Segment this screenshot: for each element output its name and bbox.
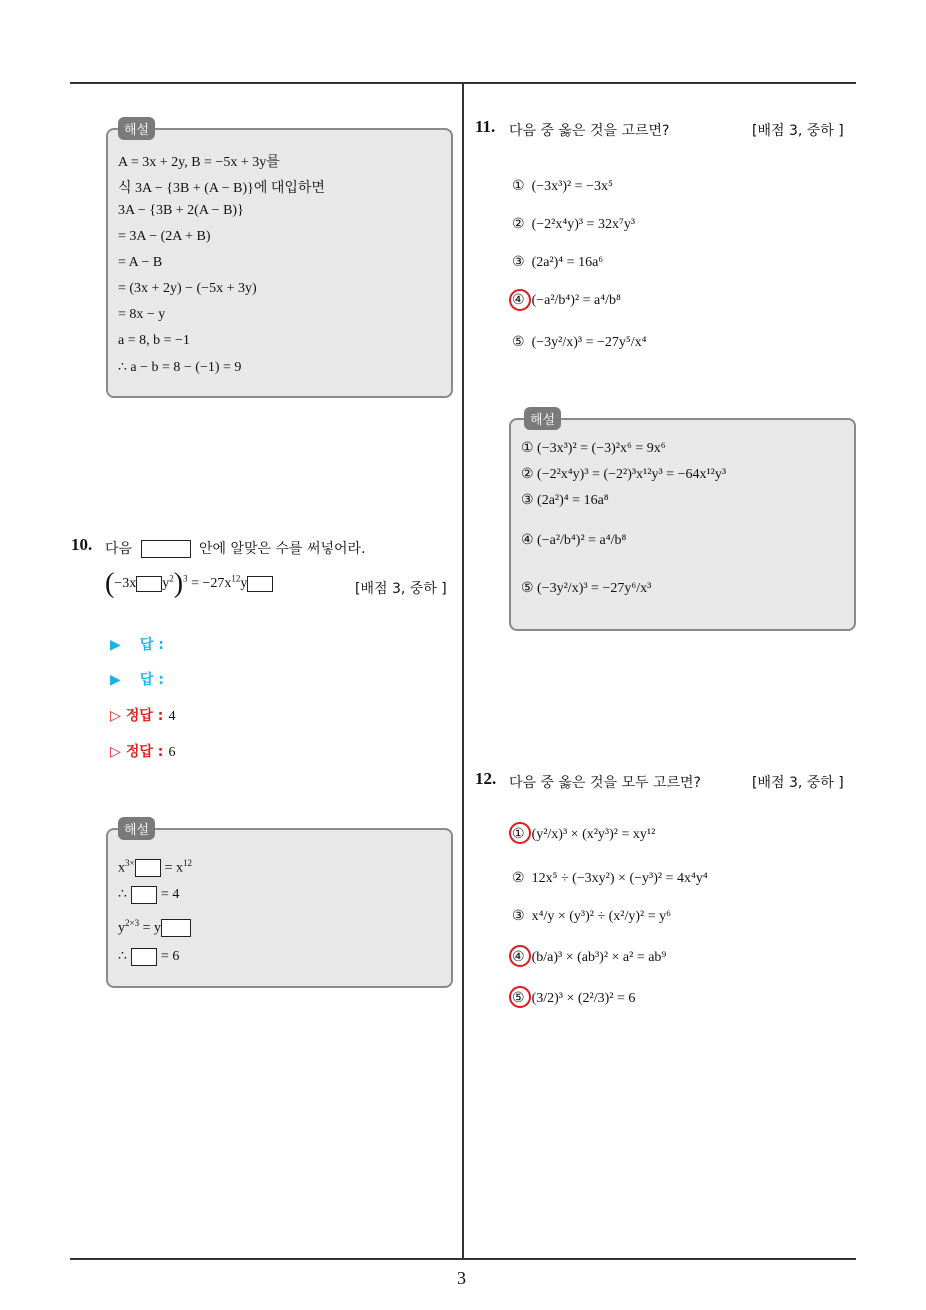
q10-prompt bbox=[105, 538, 366, 558]
q11-solution-line: ① (−3x³)² = (−3)²x⁶ = 9x⁶ bbox=[521, 441, 666, 456]
q10-solution-line-3: $y^{2\times 3} = y$ bbox=[118, 918, 191, 937]
q10-text-post: 안에 알맞은 수를 써넣어라. bbox=[198, 541, 366, 557]
q10-answer-marker: ▶ bbox=[110, 672, 121, 688]
q11-solution-tag: 해설 bbox=[524, 407, 561, 430]
q9-solution-line: ∴ a − b = 8 − (−1) = 9 bbox=[118, 360, 242, 375]
q12-option-expr: x⁴/y × (y³)² ÷ (x²/y)² = y⁶ bbox=[531, 909, 672, 924]
q11-solution-line: ④ (−a²/b⁴)² = a⁴/b⁸ bbox=[521, 533, 627, 548]
q10-solution-line-1: $x^{3\times} = x^{12}$ bbox=[118, 858, 192, 876]
q12-option-5[interactable] bbox=[512, 990, 635, 1007]
q10-expr-blank-2 bbox=[247, 576, 273, 592]
q12-option-2[interactable] bbox=[512, 870, 708, 887]
q10-text-pre: 다음 bbox=[105, 541, 133, 557]
q10-correct-marker: ▷ bbox=[110, 744, 121, 760]
q11-option-expr: (−a²/b⁴)² = a⁴/b⁸ bbox=[531, 293, 621, 308]
q10-correct-label: 정답 : bbox=[125, 708, 164, 724]
q11-option-mark: ③ bbox=[512, 255, 525, 270]
q10-correct-label: 정답 : bbox=[125, 744, 164, 760]
q9-solution-line: a = 8, b = −1 bbox=[118, 333, 190, 348]
q10-answer-marker: ▶ bbox=[110, 637, 121, 653]
q12-prompt: 다음 중 옳은 것을 모두 고르면? bbox=[509, 775, 701, 791]
q12-option-expr: 12x⁵ ÷ (−3xy²) × (−y³)² = 4x⁴y⁴ bbox=[531, 871, 708, 886]
q9-solution-line: 식 3A − {3B + (A − B)}에 대입하면 bbox=[118, 181, 325, 196]
q12-option-4[interactable] bbox=[512, 949, 666, 966]
q10-expr-a: −3x bbox=[114, 576, 137, 592]
q10-answer-row bbox=[110, 669, 164, 689]
q10-correct-value: 4 bbox=[168, 709, 176, 724]
q12-option-expr: (3/2)³ × (2²/3)² = 6 bbox=[531, 991, 636, 1006]
q10-blank bbox=[141, 540, 191, 558]
q11-solution-line: ② (−2²x⁴y)³ = (−2²)³x¹²y³ = −64x¹²y³ bbox=[521, 467, 727, 482]
q11-option-expr: (−3x³)² = −3x⁵ bbox=[531, 179, 613, 194]
q12-score: [배점 3, 중하 ] bbox=[752, 775, 844, 791]
q10-score: [배점 3, 중하 ] bbox=[355, 581, 447, 597]
q11-number: 11. bbox=[475, 117, 496, 136]
q10-correct-value: 6 bbox=[168, 745, 176, 760]
q11-option-2[interactable] bbox=[512, 216, 635, 233]
q12-option-mark: ② bbox=[512, 871, 525, 886]
q9-solution-line: = (3x + 2y) − (−5x + 3y) bbox=[118, 281, 257, 296]
q12-option-mark: ④ bbox=[512, 950, 525, 965]
q11-option-mark: ① bbox=[512, 179, 525, 194]
q9-solution-line: = A − B bbox=[118, 255, 163, 270]
q10-expr-b: y bbox=[162, 576, 170, 592]
q11-option-mark: ② bbox=[512, 217, 525, 232]
q11-prompt: 다음 중 옳은 것을 고르면? bbox=[509, 123, 670, 139]
q10-expr-blank-1 bbox=[136, 576, 162, 592]
q11-solution-line: ③ (2a²)⁴ = 16a⁸ bbox=[521, 493, 609, 508]
q10-expression: (−3x $y^2)^3 = -27x^{12}y$ bbox=[105, 568, 273, 600]
q10-answer-row bbox=[110, 634, 164, 654]
q10-answer-label: 답 : bbox=[139, 672, 164, 688]
q12-option-mark: ① bbox=[512, 827, 525, 842]
q11-solution-line: ⑤ (−3y²/x)³ = −27y⁶/x³ bbox=[521, 581, 652, 596]
q10-number: 10. bbox=[71, 535, 93, 554]
q10-solution-line-2: ∴ = 4 bbox=[118, 887, 180, 903]
q11-option-expr: (2a²)⁴ = 16a⁶ bbox=[531, 255, 604, 270]
q11-option-4[interactable] bbox=[512, 292, 621, 309]
q10-expr-rhs: = −27x bbox=[191, 576, 232, 592]
q11-option-mark: ④ bbox=[512, 293, 525, 308]
q11-option-expr: (−2²x⁴y)³ = 32x⁷y³ bbox=[531, 217, 636, 232]
q10-answer-label: 답 : bbox=[139, 637, 164, 653]
q10-correct-marker: ▷ bbox=[110, 708, 121, 724]
q12-option-expr: (y²/x)³ × (x²y³)² = xy¹² bbox=[531, 827, 656, 842]
q12-option-mark: ③ bbox=[512, 909, 525, 924]
q10-solution-tag: 해설 bbox=[118, 817, 155, 840]
q9-solution-tag: 해설 bbox=[118, 117, 155, 140]
q10-correct-row bbox=[110, 741, 176, 761]
q9-solution-line: = 3A − (2A + B) bbox=[118, 229, 211, 244]
q12-option-1[interactable] bbox=[512, 826, 655, 843]
q11-option-5[interactable] bbox=[512, 334, 647, 351]
q11-option-1[interactable] bbox=[512, 178, 613, 195]
page-number: 3 bbox=[457, 1268, 466, 1288]
q10-expr-rhs-exp: 12 bbox=[231, 573, 241, 584]
q12-option-mark: ⑤ bbox=[512, 991, 525, 1006]
q9-solution-line: 3A − {3B + 2(A − B)} bbox=[118, 203, 244, 218]
q11-score: [배점 3, 중하 ] bbox=[752, 123, 844, 139]
q11-option-mark: ⑤ bbox=[512, 335, 525, 350]
q9-solution-line: A = 3x + 2y, B = −5x + 3y를 bbox=[118, 155, 280, 170]
q10-expr-rhs-y: y bbox=[240, 576, 248, 592]
q10-correct-row bbox=[110, 705, 176, 725]
q12-number: 12. bbox=[475, 769, 497, 788]
q12-option-3[interactable] bbox=[512, 908, 671, 925]
q11-option-3[interactable] bbox=[512, 254, 603, 271]
q9-solution-line: = 8x − y bbox=[118, 307, 166, 322]
column-divider bbox=[462, 82, 464, 1260]
q11-option-expr: (−3y²/x)³ = −27y⁵/x⁴ bbox=[531, 335, 647, 350]
q10-solution-line-4: ∴ = 6 bbox=[118, 949, 180, 965]
bottom-rule bbox=[70, 1258, 856, 1260]
q12-option-expr: (b/a)³ × (ab³)² × a² = ab⁹ bbox=[531, 950, 667, 965]
